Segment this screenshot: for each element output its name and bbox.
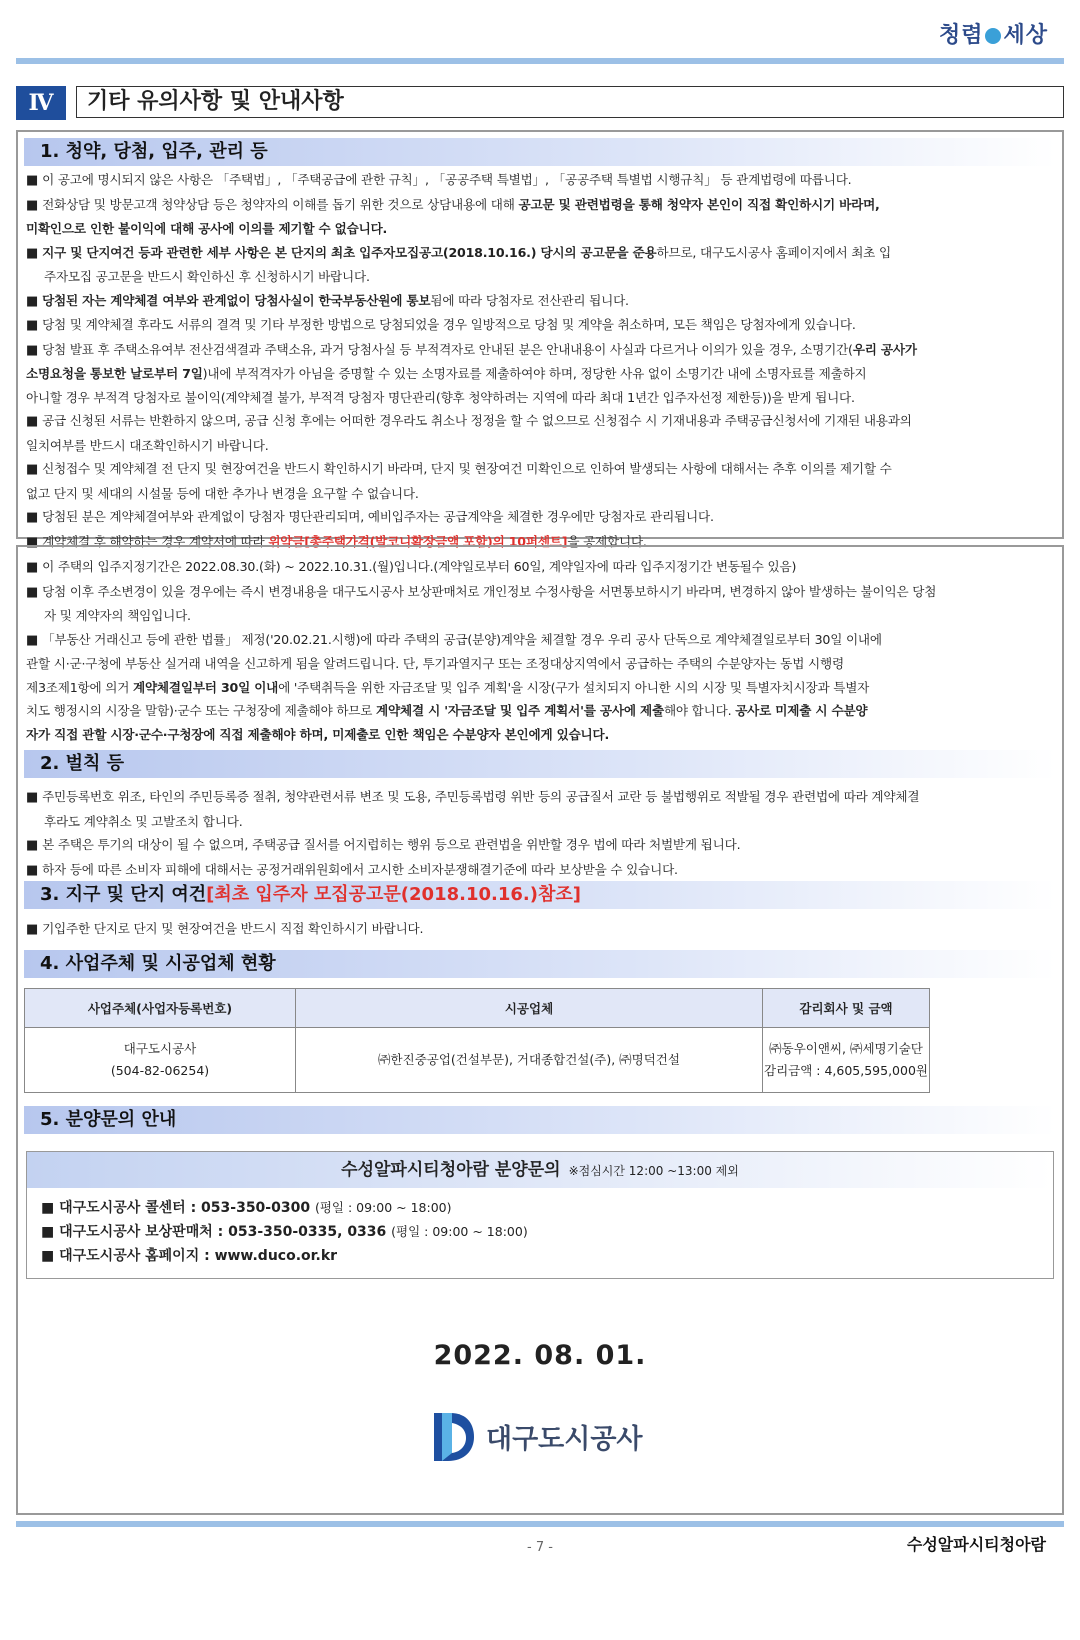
subsection-1-title: 1. 청약, 당첨, 입주, 관리 등 — [24, 138, 1056, 166]
brand-text: 청렴 — [938, 23, 984, 48]
business-table — [24, 988, 930, 1093]
penalty-list — [26, 785, 1054, 882]
top-divider — [16, 58, 1064, 64]
brand-logo — [939, 18, 1048, 49]
inquiry-line-callcenter: ■ 대구도시공사 콜센터 : 053-350-0300 (평일 : 09:00 ~ 18:00) — [41, 1200, 452, 1216]
notice-item: ■ 하자 등에 따른 소비자 피해에 대해서는 공정거래위원회에서 고시한 소비자분쟁해결기준에 따라 보상받을 수 있습니다. — [26, 861, 678, 878]
notice-item: ■ 당첨 및 계약체결 후라도 서류의 결격 및 기타 부정한 방법으로 당첨되었을 경우 일방적으로 당첨 및 계약을 취소하며, 모든 책임은 당첨자에게 있습니다. — [26, 317, 856, 333]
notice-item: ■ 주민등록번호 위조, 타인의 주민등록증 절취, 청약관련서류 변조 및 도용, 주민등록법령 위반 등의 공급질서 교란 등 불법행위로 적발될 경우 관련법에 따라 계약체결 — [26, 789, 920, 805]
notice-item: ■ 당첨된 자는 계약체결 여부와 관계없이 당첨사실이 한국부동산원에 통보됨에 따라 당첨자로 전산관리 됩니다. — [26, 292, 629, 309]
page-number: - 7 - — [527, 1540, 553, 1555]
notice-box-1 — [16, 130, 1064, 550]
notice-item-cont: 일치여부를 반드시 대조확인하시기 바랍니다. — [26, 437, 269, 453]
table-cell: 대구도시공사 (504-82-06254) — [25, 1028, 296, 1093]
brand-text-2: 세상 — [1003, 23, 1048, 48]
announcement-date: 2022. 08. 01. — [433, 1340, 647, 1371]
notice-item-cont: 아니할 경우 부적격 당첨자로 불이익(계약체결 불가, 부적격 당첨자 명단관리(향후 청약하려는 지역에 따라 최대 1년간 입주자선정 제한등))을 받게 됩니다. — [26, 389, 855, 405]
inquiry-line-website[interactable]: ■ 대구도시공사 홈페이지 : www.duco.or.kr — [41, 1248, 338, 1264]
subsection-3-note: [최초 입주자 모집공고문(2018.10.16.)참조] — [206, 884, 581, 905]
section-header — [16, 86, 1064, 120]
inquiry-line-office: ■ 대구도시공사 보상판매처 : 053-350-0335, 0336 (평일 : 09:00 ~ 18:00) — [41, 1224, 528, 1240]
inquiry-note: ※점심시간 12:00 ~13:00 제외 — [568, 1164, 739, 1178]
table-header: 사업주체(사업자등록번호) — [25, 989, 296, 1028]
notice-item: ■ 「부동산 거래신고 등에 관한 법률」 제정('20.02.21.시행)에 따라 주택의 공급(분양)계약을 체결할 경우 우리 공사 단독으로 계약체결일로부터 30일 이내에 — [26, 631, 882, 648]
notice-item: ■ 전화상담 및 방문고객 청약상담 등은 청약자의 이해를 돕기 위한 것으로 상담내용에 대해 공고문 및 관련법령을 통해 청약자 본인이 직접 확인하시기 바라며, — [26, 196, 880, 213]
notice-item-cont: 치도 행정시의 시장을 말함)·군수 또는 구청장에 제출해야 하므로 계약체결 시 '자금조달 및 입주 계획서'를 공사에 제출해야 합니다. 공사로 미제출 시 수분양 — [26, 703, 868, 718]
notice-item: ■ 지구 및 단지여건 등과 관련한 세부 사항은 본 단지의 최초 입주자모집공고(2018.10.16.) 당시의 공고문을 준용하므로, 대구도시공사 홈페이지에서 최초 입 — [26, 244, 891, 261]
notice-item: ■ 당첨된 분은 계약체결여부와 관계없이 당첨자 명단관리되며, 예비입주자는 공급계약을 체결한 경우에만 당첨자로 관리됩니다. — [26, 509, 714, 525]
notice-list-2 — [26, 555, 1054, 746]
notice-item: ■ 공급 신청된 서류는 반환하지 않으며, 공급 신청 후에는 어떠한 경우라도 취소나 정정을 할 수 없으므로 신청접수 시 기재내용과 주택공급신청서에 기재된 내용과의 — [26, 413, 912, 429]
notice-item: ■ 당첨 이후 주소변경이 있을 경우에는 즉시 변경내용을 대구도시공사 보상판매처로 개인정보 수정사항을 서면통보하시기 바라며, 변경하지 않아 발생하는 불이익은 당첨 — [26, 583, 937, 600]
site-list — [26, 917, 1054, 942]
notice-item-cont: 자가 직접 관할 시장·군수·구청장에 직접 제출해야 하며, 미제출로 인한 책임은 수분양자 본인에게 있습니다. — [26, 726, 610, 742]
table-cell: ㈜동우이앤씨, ㈜세명기술단 감리금액 : 4,605,595,000원 — [763, 1028, 930, 1093]
notice-item: ■ 본 주택은 투기의 대상이 될 수 없으며, 주택공급 질서를 어지럽히는 행위 등으로 관련법을 위반할 경우 법에 따라 처벌받게 됩니다. — [26, 837, 741, 853]
section-title: 기타 유의사항 및 안내사항 — [76, 86, 1064, 118]
notice-item: ■ 당첨 발표 후 주택소유여부 전산검색결과 주택소유, 과거 당첨사실 등 부적격자로 안내된 분은 안내내용이 사실과 다르거나 이의가 있을 경우, 소명기간(우리 공사가 — [26, 341, 917, 358]
brand-dot-icon — [985, 28, 1001, 44]
notice-item: ■ 신청접수 및 계약체결 전 단지 및 현장여건을 반드시 확인하시기 바라며, 단지 및 현장여건 미확인으로 인하여 발생되는 사항에 대해서는 추후 이의를 제기할 수 — [26, 461, 892, 477]
notice-item-cont: 없고 단지 및 세대의 시설물 등에 대한 추가나 변경을 요구할 수 없습니다. — [26, 485, 419, 501]
table-header-row — [25, 989, 930, 1028]
table-header: 감리회사 및 금액 — [763, 989, 930, 1028]
subsection-2-title: 2. 벌칙 등 — [24, 750, 1056, 778]
notice-item: ■ 이 주택의 입주지정기간은 2022.08.30.(화) ~ 2022.10.31.(월)입니다.(계약일로부터 60일, 계약일자에 따라 입주지정기간 변동될수 있음) — [26, 559, 797, 575]
notice-item: ■ 이 공고에 명시되지 않은 사항은 「주택법」, 「주택공급에 관한 규칙」, 「공공주택 특별법」, 「공공주택 특별법 시행규칙」 등 관계법령에 따릅니다. — [26, 172, 852, 188]
notice-item-cont: 후라도 계약취소 및 고발조치 합니다. — [44, 813, 243, 829]
notice-item-cont: 자 및 계약자의 책임입니다. — [44, 608, 191, 623]
subsection-5-title: 5. 분양문의 안내 — [24, 1106, 1056, 1134]
table-row — [25, 1028, 930, 1093]
inquiry-title: 수성알파시티청아람 분양문의 ※점심시간 12:00 ~13:00 제외 — [27, 1152, 1053, 1188]
footer-title: 수성알파시티청아람 — [906, 1535, 1046, 1554]
notice-item-cont: 미확인으로 인한 불이익에 대해 공사에 이의를 제기할 수 없습니다. — [26, 221, 388, 236]
table-header: 시공업체 — [296, 989, 763, 1028]
corporation-mark-icon — [430, 1409, 476, 1465]
notice-item-cont: 관할 시·군·구청에 부동산 실거래 내역을 신고하게 됨을 알려드립니다. 단, 투기과열지구 또는 조정대상지역에서 공급하는 주택의 수분양자는 동법 시행령 — [26, 656, 844, 671]
bottom-divider — [16, 1521, 1064, 1527]
notice-list-1 — [26, 168, 1054, 554]
notice-item: ■ 계약체결 후 해약하는 경우 계약서에 따라 위약금[총주택가격(발코니확장금액 포함)의 10퍼센트]을 공제합니다. — [26, 533, 647, 550]
section-number: Ⅳ — [16, 86, 66, 120]
corporation-name: 대구도시공사 — [486, 1424, 643, 1455]
notice-item: ■ 기입주한 단지로 단지 및 현장여건을 반드시 직접 확인하시기 바랍니다. — [26, 921, 424, 937]
notice-item-cont: 주자모집 공고문을 반드시 확인하신 후 신청하시기 바랍니다. — [44, 269, 370, 284]
inquiry-box — [26, 1151, 1054, 1279]
notice-item-cont: 소명요청을 통보한 날로부터 7일)내에 부적격자가 아님을 증명할 수 있는 소명자료를 제출하여야 하며, 정당한 사유 없이 소명기간 내에 소명자료를 제출하지 — [26, 366, 867, 381]
subsection-4-title: 4. 사업주체 및 시공업체 현황 — [24, 950, 1056, 978]
notice-item-cont: 제3조제1항에 의거 계약체결일부터 30일 이내에 '주택취득을 위한 자금조달 및 입주 계획'을 시장(구가 설치되지 아니한 시의 시장 및 특별자치시장과 특별자 — [26, 679, 870, 695]
table-cell: ㈜한진중공업(건설부문), 거대종합건설(주), ㈜명덕건설 — [296, 1028, 763, 1093]
subsection-3-title: 3. 지구 및 단지 여건[최초 입주자 모집공고문(2018.10.16.)참조] — [24, 881, 1056, 909]
